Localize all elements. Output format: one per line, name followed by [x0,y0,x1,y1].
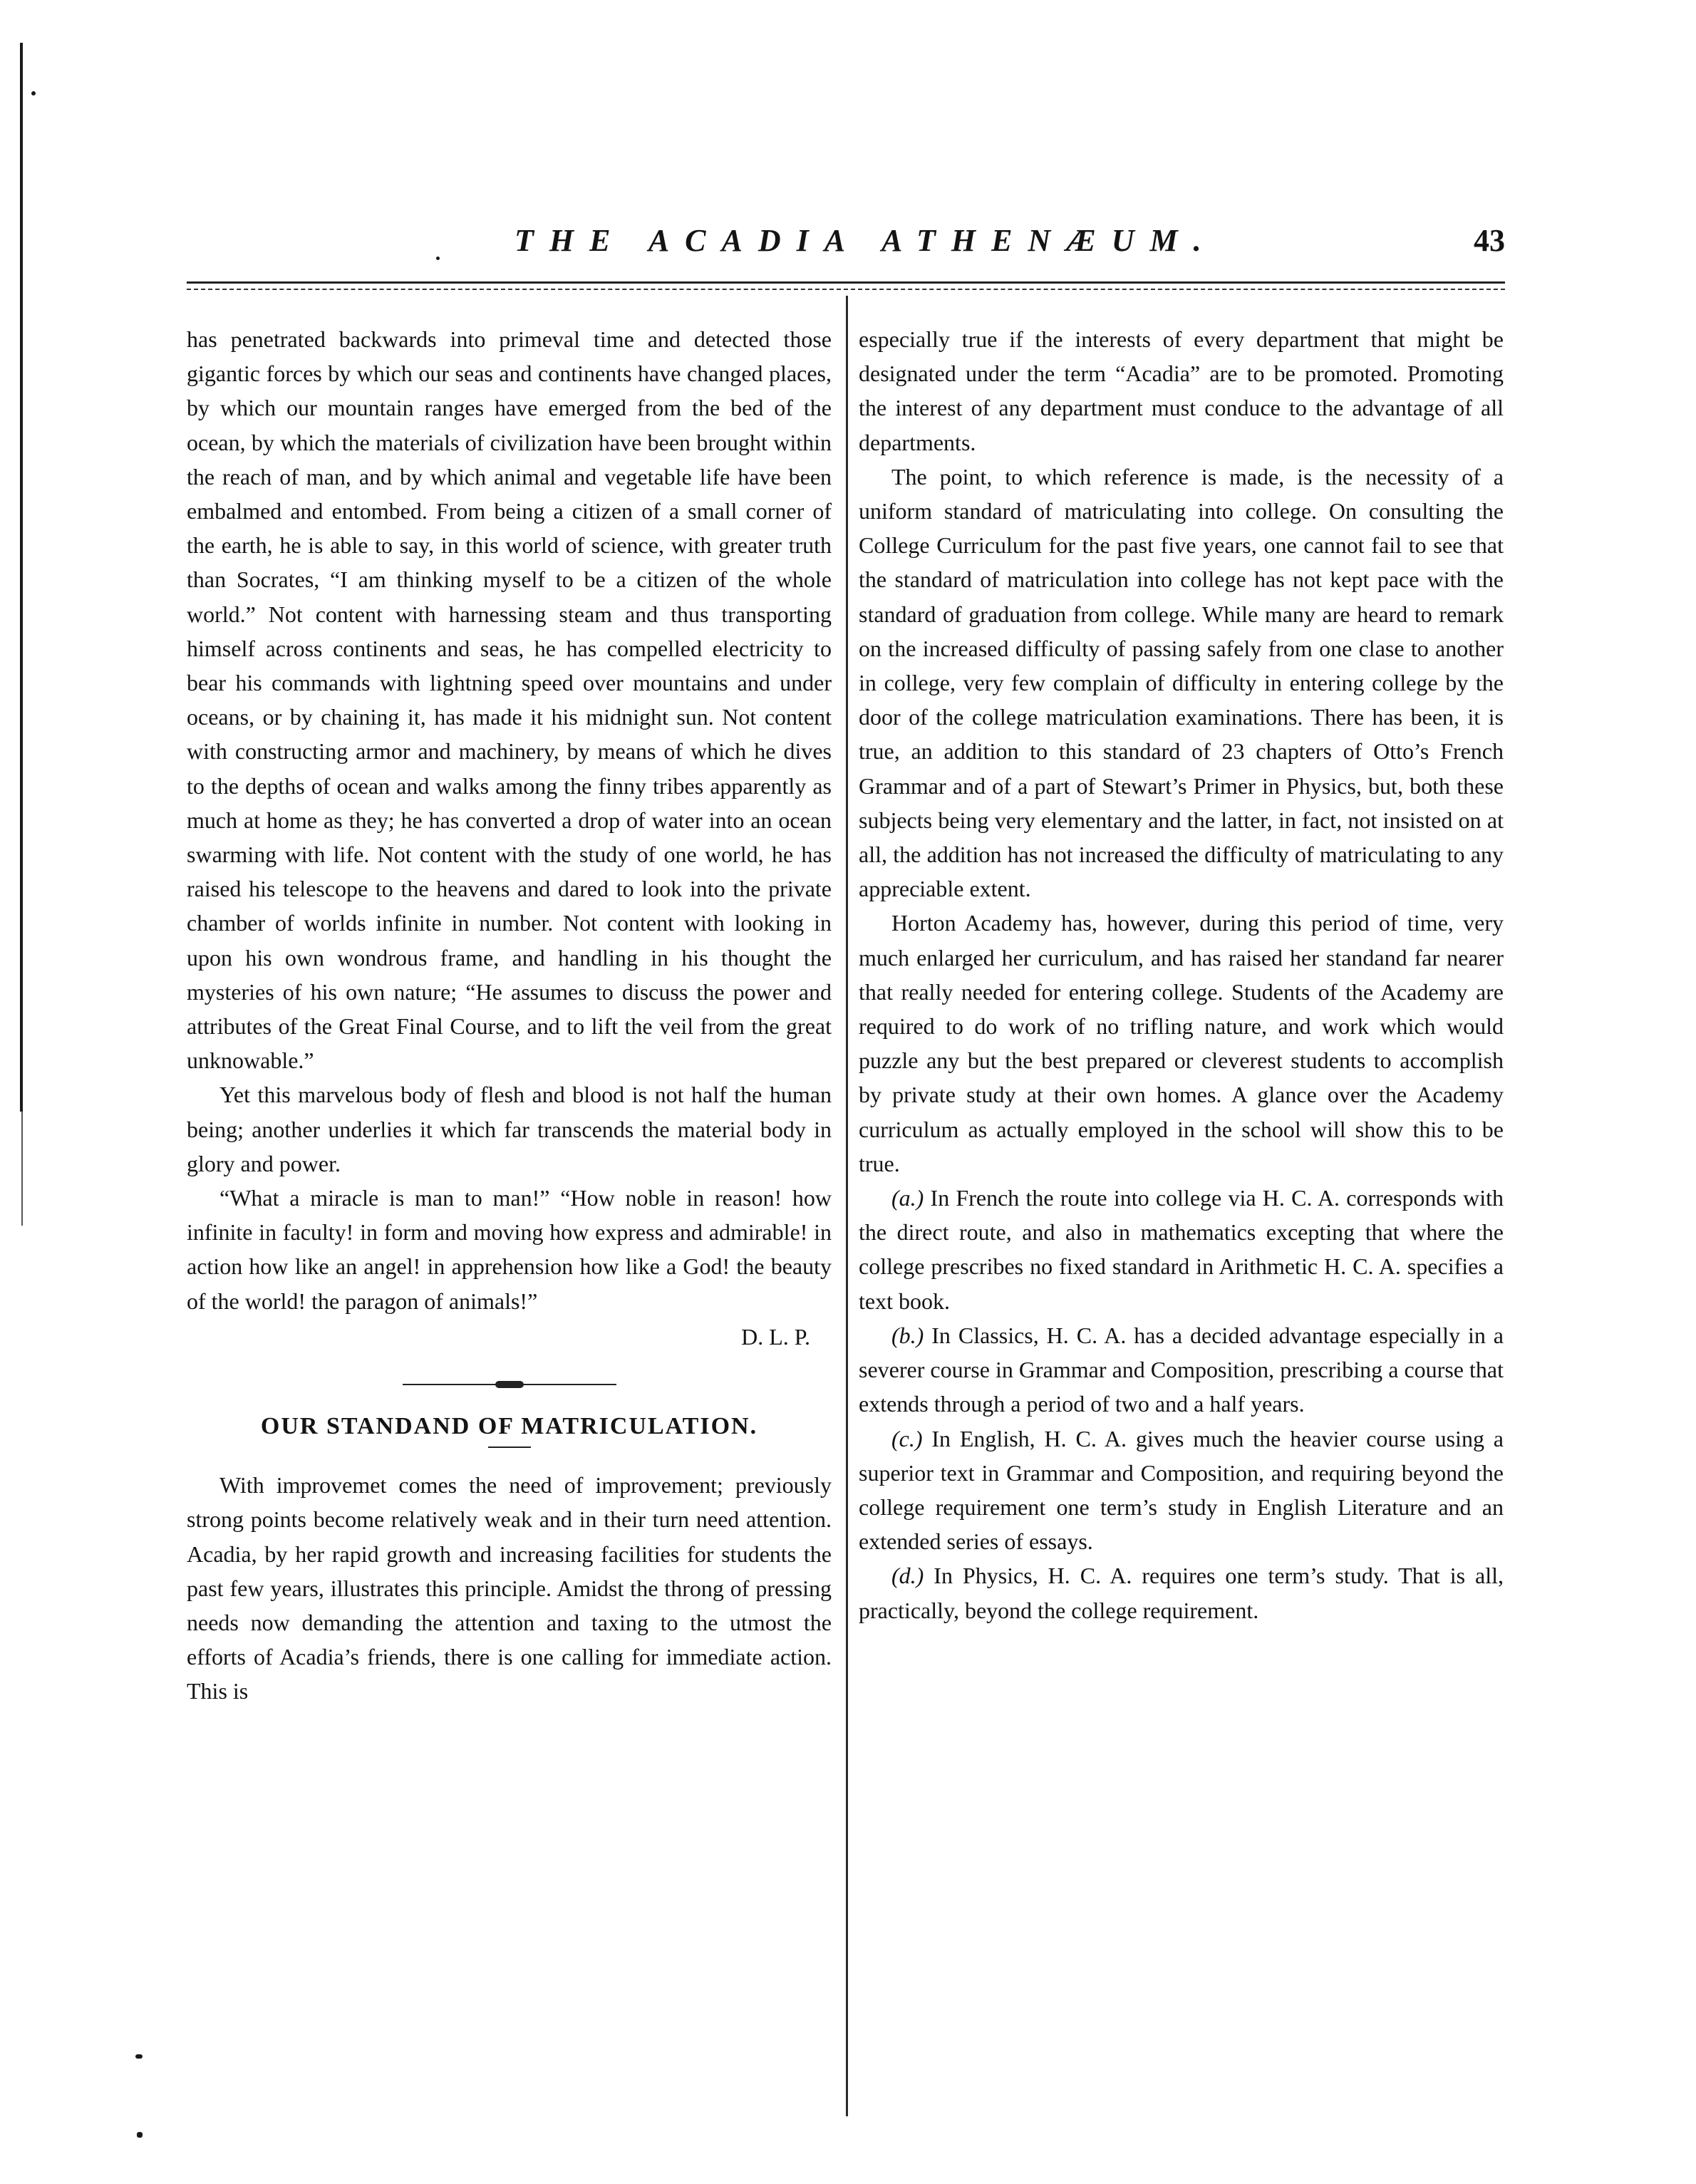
article-paragraph: Horton Academy has, however, during this period of time, very much enlarged her curriculum, and has raised her standand far nearer that really needed for entering college. Students of the Academy are required to do work of no trifling nature, and work which would puzzle any but the best prepared or cleverest students to accomplish by private study at their own homes. A glance over the Academy curriculum as actually employed in the school will show this to be true. [859,910,1504,1176]
article-paragraph: has penetrated backwards into primeval time and detected those gigantic forces by which our seas and continents have changed places, by which our mountain ranges have emerged from the bed of the ocean, by which the materials of civilization have been brought within the reach of man, and by which animal and vegetable life have been embalmed and entombed. From being a citizen of a small corner of the earth, he is able to say, in this world of science, with greater truth than Socrates, “I am thinking myself to be a citizen of the whole world.” Not content with harnessing steam and thus transporting himself across continents and seas, he has compelled electricity to bear his commands with lightning speed over mountains and under oceans, or by chaining it, has made it his midnight sun. Not content with constructing armor and machinery, by means of which he dives to the depths of ocean and walks among the finny tribes apparently as much at home as they; he has converted a drop of water into an ocean swarming with life. Not content with the study of one world, he has raised his telescope to the heavens and dared to look into the private chamber of worlds infinite in number. Not content with looking in upon his own wondrous frame, and handling in his thought the mysteries of his own nature; “He assumes to discuss the power and attributes of the Great Final Course, and to lift the veil from the great unknowable.” [187,326,832,1074]
item-label: (a.) [891,1185,924,1211]
article-paragraph: Yet this marvelous body of flesh and blood is not half the human being; another underlies it which far transcends the material body in glory and power. [187,1082,832,1176]
scan-speck [135,2054,143,2059]
item-label: (d.) [891,1563,924,1589]
header-rule [187,281,1505,296]
running-head [187,222,1505,265]
list-item [859,1318,1504,1422]
item-label: (b.) [891,1322,924,1348]
scan-speck [137,2132,143,2138]
journal-title: THE ACADIA ATHENÆUM. [515,223,1217,258]
left-column [187,322,832,1709]
author-signature: D. L. P. [741,1323,810,1350]
article-paragraph: With improvemet comes the need of improvement; previously strong points become relatively weak and in their turn need attention. Acadia, by her rapid growth and increasing facilities for students the past few years, illustrates this principle. Amidst the throng of pressing needs now demanding the attention and taxing to the utmost the efforts of Acadia’s friends, there is one calling for immediate action. This is [187,1472,832,1704]
item-text: In Physics, H. C. A. requires one term’s study. That is all, practically, beyond the college requirement. [859,1563,1504,1623]
scan-speck [31,91,36,95]
article-paragraph: especially true if the interests of every department that might be designated under the term “Acadia” are to be promoted. Promoting the interest of any department must conduce to the advantage of all departments. [859,326,1504,455]
item-label: (c.) [891,1425,923,1451]
list-item [859,1558,1504,1627]
scan-margin-line [21,1112,23,1226]
column-divider [846,296,848,2116]
section-heading: OUR STANDAND OF MATRICULATION. [260,1412,758,1439]
article-paragraph: The point, to which reference is made, is the necessity of a uniform standard of matriculating into college. On consulting the College Curriculum for the past five years, one cannot fail to see that the standard of matriculation into college has not kept pace with the standard of graduation from college. While many are heard to remark on the increased difficulty of passing safely from one clase to another in college, very few complain of difficulty in entering college by the door of the college matriculation examinations. There has been, it is true, an addition to this standard of 23 chapters of Otto’s French Grammar and of a part of Stewart’s Primer in Physics, but, both these subjects being very elementary and the latter, in fact, not insisted on at all, the addition has not increased the difficulty of matriculating to any appreciable extent. [859,463,1504,902]
item-text: In French the route into college via H. C. A. corresponds with the direct route, and also in mathematics excepting that where the college prescribes no fixed standard in Arithmetic H. C. A. specifies a text book. [859,1185,1504,1314]
item-text: In Classics, H. C. A. has a decided advantage especially in a severer course in Grammar and Composition, prescribing a course that extends through a period of two and a half years. [859,1322,1504,1417]
scan-margin-line [20,43,23,1112]
right-column [859,322,1504,1627]
section-divider-ornament [403,1381,616,1388]
list-item [859,1181,1504,1318]
item-text: In English, H. C. A. gives much the heavier course using a superior text in Grammar and Composition, and requiring beyond the college requirement one term’s study in English Literature and an extended series of essays. [859,1425,1504,1555]
heading-rule [488,1446,531,1448]
page-number: 43 [1474,223,1505,258]
article-paragraph: “What a miracle is man to man!” “How noble in reason! how infinite in faculty! in form and moving how express and admirable! in action how like an angel! in apprehension how like a God! the beauty of the world! the paragon of animals!” [187,1185,832,1314]
list-item [859,1422,1504,1559]
